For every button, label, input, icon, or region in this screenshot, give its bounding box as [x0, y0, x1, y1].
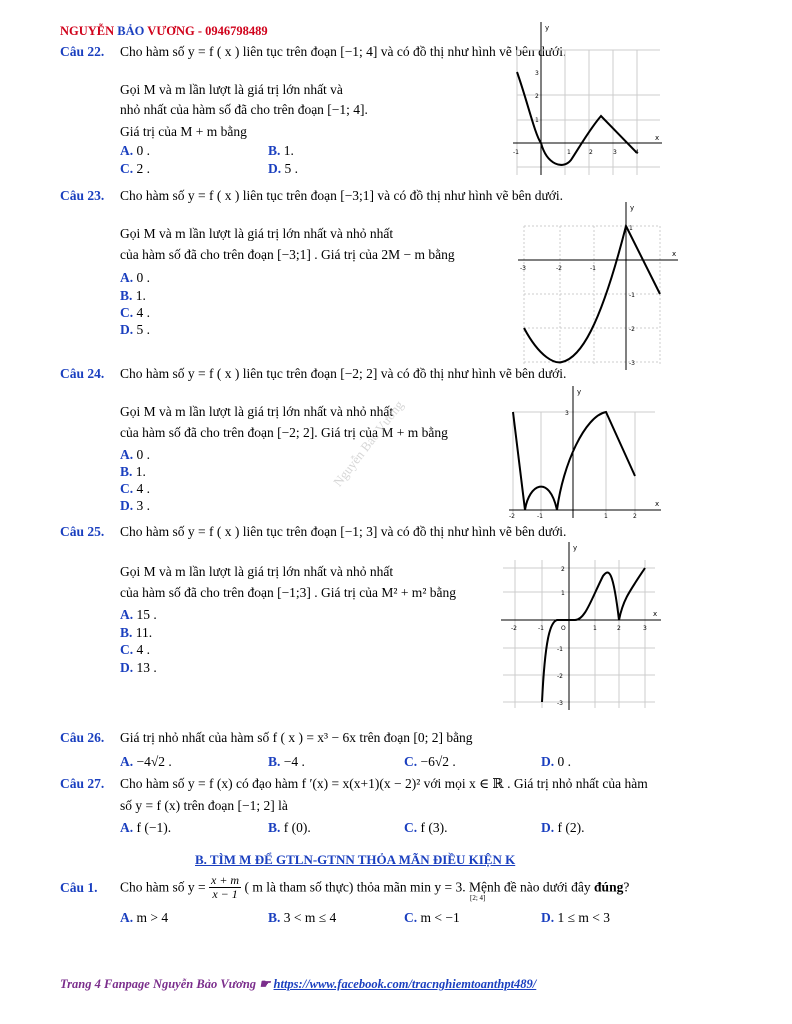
q25-option-c: C. 4 . [120, 642, 150, 657]
q23-line1: Gọi M và m lần lượt là giá trị lớn nhất và nhỏ nhất [120, 226, 394, 241]
q25-line2: của hàm số đã cho trên đoạn [−1;3] . Giá trị của M² + m² bằng [120, 585, 456, 600]
q22-line1: Gọi M và m lần lượt là giá trị lớn nhất và [120, 82, 343, 97]
q22-y-label: y [545, 24, 550, 32]
svg-text:-2: -2 [509, 513, 515, 520]
q25-stem: Cho hàm số y = f ( x ) liên tục trên đoạn [−1; 3] và có đồ thị như hình vẽ bên dưới. [120, 524, 567, 539]
q26-option-c: C. −6√2 . [404, 754, 456, 769]
q27-stem-line1: Cho hàm số y = f (x) có đạo hàm f ′(x) = x(x+1)(x − 2)² với mọi x ∈ ℝ . Giá trị nhỏ nhất của hàm [120, 776, 648, 791]
q23-line2: của hàm số đã cho trên đoạn [−3;1] . Giá trị của 2M − m bằng [120, 247, 455, 262]
svg-text:1: 1 [604, 513, 608, 520]
q22-option-a: A. 0 . [120, 143, 150, 158]
q1-label: Câu 1. [60, 880, 98, 895]
q24-option-a: A. 0 . [120, 447, 150, 462]
q24-stem: Cho hàm số y = f ( x ) liên tục trên đoạn [−2; 2] và có đồ thị như hình vẽ bên dưới. [120, 366, 567, 381]
svg-text:1: 1 [629, 225, 633, 232]
q22-x-label: x [655, 134, 660, 142]
q24-option-d: D. 3 . [120, 498, 150, 513]
page-header [60, 24, 268, 39]
q22-graph [505, 20, 665, 180]
svg-text:2: 2 [561, 566, 565, 573]
q24-line2: của hàm số đã cho trên đoạn [−2; 2]. Giá trị của M + m bằng [120, 425, 448, 440]
q25-option-a: A. 15 . [120, 607, 157, 622]
section-title: B. TÌM M ĐỂ GTLN-GTNN THỎA MÃN ĐIỀU KIỆN K [195, 852, 516, 867]
svg-text:2: 2 [617, 625, 621, 632]
q22-option-d: D. 5 . [268, 161, 298, 176]
q25-graph [495, 540, 667, 712]
page-footer [60, 976, 536, 992]
q24-line1: Gọi M và m lần lượt là giá trị lớn nhất và nhỏ nhất [120, 404, 394, 419]
q25-line1: Gọi M và m lần lượt là giá trị lớn nhất và nhỏ nhất [120, 564, 394, 579]
svg-text:-1: -1 [629, 292, 635, 299]
q22-line2: nhỏ nhất của hàm số đã cho trên đoạn [−1; 4]. [120, 102, 368, 117]
q24-label: Câu 24. [60, 366, 105, 381]
q27-option-d: D. f (2). [541, 820, 585, 835]
q23-option-d: D. 5 . [120, 322, 150, 337]
q26-option-d: D. 0 . [541, 754, 571, 769]
q27-option-a: A. f (−1). [120, 820, 172, 835]
q1-stem: Cho hàm số y = $\frac{x + m}{x - 1}$ ( m là tham số thực) thỏa mãn min y = 3. Mệnh đề nào dưới đây đúng? [120, 873, 630, 901]
svg-text:2: 2 [535, 93, 539, 100]
q27-label: Câu 27. [60, 776, 105, 791]
svg-text:1: 1 [561, 590, 565, 597]
svg-text:-1: -1 [590, 265, 596, 272]
svg-text:2: 2 [633, 513, 637, 520]
header-name-part1: NGUYỄN [60, 24, 118, 38]
svg-text:-2: -2 [511, 625, 517, 632]
q27-option-b: B. f (0). [268, 820, 311, 835]
q26-stem: Giá trị nhỏ nhất của hàm số f ( x ) = x³ − 6x trên đoạn [0; 2] bằng [120, 730, 473, 745]
q26-label: Câu 26. [60, 730, 105, 745]
svg-text:-1: -1 [538, 625, 544, 632]
svg-text:3: 3 [613, 149, 617, 156]
svg-text:1: 1 [593, 625, 597, 632]
q25-y-label: y [573, 544, 578, 552]
q23-graph [510, 198, 685, 373]
svg-text:-3: -3 [520, 265, 526, 272]
q23-x-label: x [672, 250, 677, 258]
svg-text:1: 1 [567, 149, 571, 156]
svg-text:3: 3 [565, 410, 569, 417]
q22-line3: Giá trị của M + m bằng [120, 124, 247, 139]
q22-option-c: C. 2 . [120, 161, 150, 176]
q23-label: Câu 23. [60, 188, 105, 203]
q22-option-b: B. 1. [268, 143, 294, 158]
q1-option-b: B. 3 < m ≤ 4 [268, 910, 337, 925]
q26-option-b: B. −4 . [268, 754, 305, 769]
q1-option-a: A. m > 4 [120, 910, 169, 925]
q24-x-label: x [655, 500, 660, 508]
svg-text:-2: -2 [556, 265, 562, 272]
svg-text:2: 2 [589, 149, 593, 156]
watermark: Nguyễn Bảo Vương [330, 397, 407, 490]
svg-text:-1: -1 [557, 646, 563, 653]
q24-graph [505, 384, 665, 524]
svg-text:-1: -1 [537, 513, 543, 520]
q22-label: Câu 22. [60, 44, 105, 59]
q1-option-d: D. 1 ≤ m < 3 [541, 910, 611, 925]
q22-stem: Cho hàm số y = f ( x ) liên tục trên đoạn [−1; 4] và có đồ thị như hình vẽ bên dưới. [120, 44, 567, 59]
q24-y-label: y [577, 388, 582, 396]
q25-origin-label: O [561, 625, 566, 632]
q25-label: Câu 25. [60, 524, 105, 539]
svg-text:3: 3 [535, 70, 539, 77]
q1-fraction: $\frac{x + m}{x - 1}$ [211, 873, 240, 901]
svg-text:-1: -1 [513, 149, 519, 156]
q27-option-c: C. f (3). [404, 820, 448, 835]
footer-text: Trang 4 Fanpage Nguyễn Bảo Vương ☛ [60, 977, 274, 991]
header-name-part2: BẢO [117, 24, 145, 38]
q23-option-a: A. 0 . [120, 270, 150, 285]
q23-option-b: B. 1. [120, 288, 146, 303]
q27-stem-line2: số y = f (x) trên đoạn [−1; 2] là [120, 798, 288, 813]
svg-text:-3: -3 [629, 360, 635, 367]
q23-stem: Cho hàm số y = f ( x ) liên tục trên đoạn [−3;1] và có đồ thị như hình vẽ bên dưới. [120, 188, 564, 203]
q26-option-a: A. −4√2 . [120, 754, 172, 769]
q25-x-label: x [653, 610, 658, 618]
q1-min-subscript: [2; 4] [470, 894, 486, 902]
q25-option-d: D. 13 . [120, 660, 157, 675]
svg-text:-3: -3 [557, 700, 563, 707]
q24-option-c: C. 4 . [120, 481, 150, 496]
svg-text:4: 4 [635, 149, 639, 156]
svg-text:1: 1 [535, 117, 539, 124]
footer-link[interactable]: https://www.facebook.com/tracnghiemtoanthpt489/ [273, 977, 537, 991]
q1-option-c: C. m < −1 [404, 910, 460, 925]
svg-text:-2: -2 [629, 326, 635, 333]
svg-text:-2: -2 [557, 673, 563, 680]
header-name-part3: VƯƠNG - 0946798489 [144, 24, 268, 38]
svg-text:3: 3 [643, 625, 647, 632]
q23-y-label: y [630, 204, 635, 212]
q25-option-b: B. 11. [120, 625, 153, 640]
q23-option-c: C. 4 . [120, 305, 150, 320]
q24-option-b: B. 1. [120, 464, 146, 479]
